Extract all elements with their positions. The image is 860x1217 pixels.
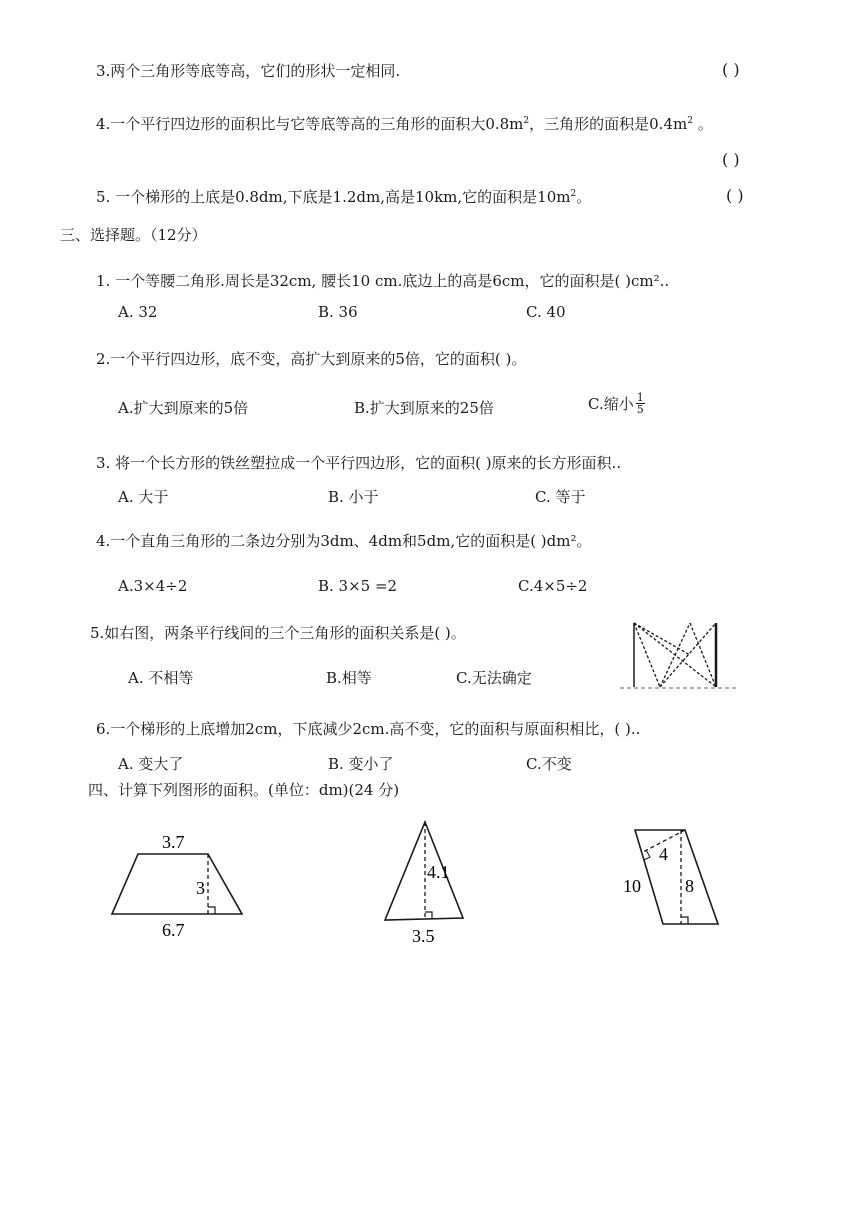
trapezoid-height-label: 3: [196, 878, 205, 898]
parallelogram-figure: [615, 820, 725, 935]
parallelogram-side-label: 10: [623, 876, 641, 896]
choice-q1-option-b[interactable]: B. 36: [318, 303, 358, 321]
choice-q6-option-b[interactable]: B. 变小了: [328, 755, 394, 773]
judge-q3-text: 3.两个三角形等底等高，它们的形状一定相同.: [96, 62, 401, 80]
choice-q1-option-c[interactable]: C. 40: [526, 303, 566, 321]
choice-q5-option-a[interactable]: A. 不相等: [128, 669, 194, 687]
choice-q5-option-c[interactable]: C.无法确定: [456, 669, 532, 687]
judge-q5-text: 5. 一个梯形的上底是0.8dm,下底是1.2dm,高是10km,它的面积是$10m^2$。: [96, 188, 592, 206]
choice-q3-text: 3. 将一个长方形的铁丝塑拉成一个平行四边形，它的面积( )原来的长方形面积..: [96, 454, 622, 472]
triangle-figure: [375, 816, 475, 948]
choice-q3-option-c[interactable]: C. 等于: [535, 488, 586, 506]
triangle-base-label: 3.5: [412, 926, 435, 946]
judge-q5-answer-paren[interactable]: ( ): [726, 186, 744, 205]
choice-q2-text: 2.一个平行四边形，底不变，高扩大到原来的5倍，它的面积( )。: [96, 350, 527, 368]
judge-q4-answer-paren[interactable]: ( ): [722, 150, 740, 169]
trapezoid-bottom-label: 6.7: [162, 920, 185, 940]
choice-q4-option-c[interactable]: C.4×5÷2: [518, 577, 588, 595]
parallelogram-height2-label: 8: [685, 876, 694, 896]
choice-q6-option-a[interactable]: A. 变大了: [118, 755, 184, 773]
trapezoid-top-label: 3.7: [162, 832, 185, 852]
choice-q6-option-c[interactable]: C.不变: [526, 755, 572, 773]
triangles-between-parallel-lines-figure: [620, 615, 736, 693]
choice-q6-text: 6.一个梯形的上底增加2cm，下底减少2cm.高不变，它的面积与原面积相比，( )..: [96, 720, 641, 738]
choice-q5-option-b[interactable]: B.相等: [326, 669, 372, 687]
choice-q2-option-c[interactable]: C.缩小 $\frac{1}{5}$: [588, 391, 644, 416]
choice-q1-text: 1. 一个等腰二角形.周长是32cm, 腰长10 cm.底边上的高是6cm，它的面积是( )cm²..: [96, 272, 670, 290]
choice-q4-option-b[interactable]: B. 3×5 =2: [318, 577, 398, 595]
parallelogram-height1-label: 4: [659, 844, 668, 864]
choice-q2-option-b[interactable]: B.扩大到原来的25倍: [354, 399, 494, 417]
judge-q4-text: 4.一个平行四边形的面积比与它等底等高的三角形的面积大$0.8m^2$，三角形的面积是$0.4m^2$ 。: [96, 115, 713, 133]
section3-heading: 三、选择题。（12分）: [60, 226, 207, 244]
trapezoid-figure: [100, 826, 260, 946]
choice-q3-option-b[interactable]: B. 小于: [328, 488, 379, 506]
triangle-height-label: 4.1: [427, 862, 450, 882]
judge-q3-answer-paren[interactable]: ( ): [722, 60, 740, 79]
choice-q5-text: 5.如右图，两条平行线间的三个三角形的面积关系是( )。: [90, 624, 466, 642]
choice-q2-option-a[interactable]: A.扩大到原来的5倍: [118, 399, 249, 417]
section4-heading: 四、计算下列图形的面积。(单位：dm)(24 分): [88, 781, 400, 799]
choice-q1-option-a[interactable]: A. 32: [118, 303, 158, 321]
choice-q3-option-a[interactable]: A. 大于: [118, 488, 169, 506]
choice-q4-text: 4.一个直角三角形的二条边分别为3dm、4dm和5dm,它的面积是( )dm²。: [96, 532, 592, 550]
choice-q4-option-a[interactable]: A.3×4÷2: [118, 577, 188, 595]
fraction-one-fifth: $\frac{1}{5}$: [636, 391, 644, 416]
